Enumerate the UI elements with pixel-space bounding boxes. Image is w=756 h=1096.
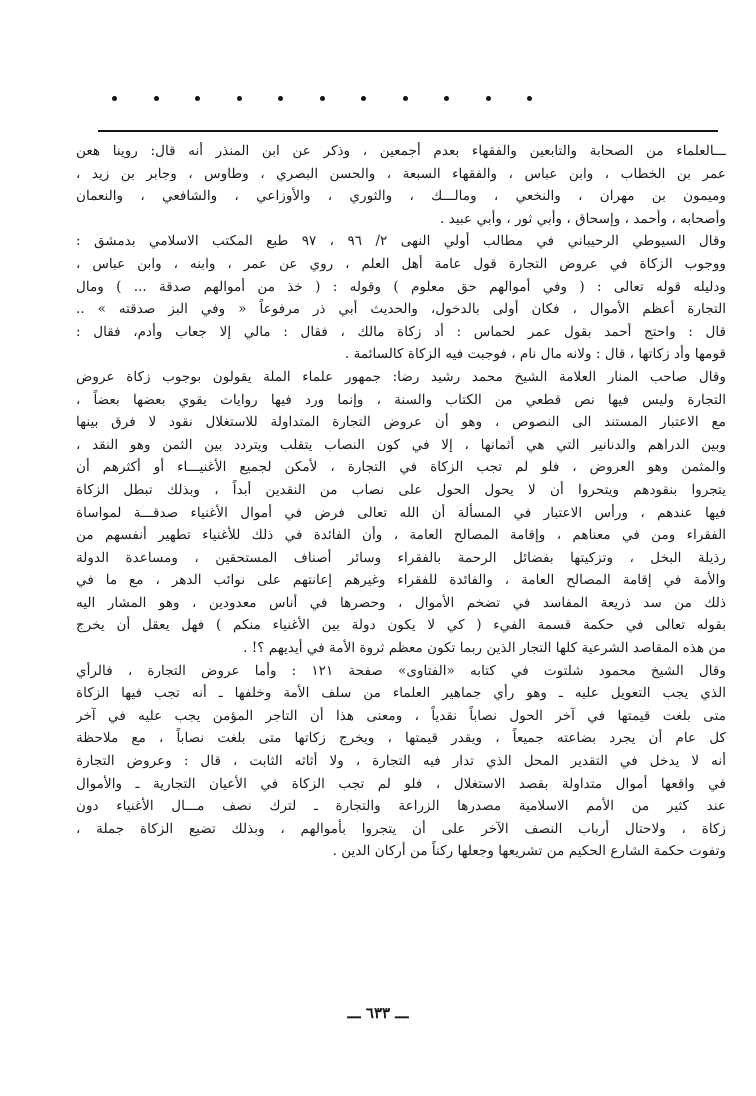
text-line: وميمون بن مهران ، والنخعي ، ومالـــك ، والثوري ، والأوزاعي ، والشافعي ، والنعمان [76, 188, 726, 205]
text-line: ووجوب الزكاة في عروض التجارة قول عامة أهل العلم ، روي عن عمر ، وابنه ، وابن عباس ، [76, 255, 726, 272]
text-line: وقال السيوطي الرحيباني في مطالب أولي النهى ٢/ ٩٦ ، ٩٧ طبع المكتب الاسلامي بدمشق : [76, 233, 726, 250]
text-line: التجارة أعظم الأموال ، فكان أولى بالدخول، والحديث أبي ذر مرفوعاً « وفي البز صدقته » .. [76, 301, 726, 318]
text-line: عند كثير من الأمم الاسلامية مصدرها الزراعة والتجارة ـ لترك نصف مـــال الأغنياء دون [76, 798, 726, 815]
text-line: قومها وأد زكاتها ، قال : ولانه مال نام ، فوجبت فيه الزكاة كالسائمة . [344, 346, 726, 363]
ornament-dot [527, 96, 532, 101]
text-line: أنه لا يدخل في التقدير المحل الذي تدار فيه التجارة ، ولا أثاثه الثابت ، قال : وعروض التجارة [76, 753, 726, 770]
text-line: الذي يجب التعويل عليه ـ وهو رأي جماهير العلماء من سلف الأمة وخلفها ـ أنه تجب فيها الزكاة [76, 685, 726, 702]
text-line: متى بلغت قيمتها في آخر الحول نصاباً نقدياً ، ومعنى هذا أن التاجر المؤمن يجب عليه في آخر [76, 707, 726, 724]
ornament-dot [237, 96, 242, 101]
ornament-dot [278, 96, 283, 101]
text-line: بقوله تعالى في حكمة قسمة الفيء ( كي لا يكون دولة بين الأغنياء منكم ) فهل يعقل أن يخرج [76, 617, 726, 634]
text-line: ودليله قوله تعالى : ( وفي أموالهم حق معلوم ) وقوله : ( خذ من أموالهم صدقة ... ) ومال [76, 278, 726, 295]
ornament-dot [112, 96, 117, 101]
text-line: رذيلة البخل ، وتزكيتها بفضائل الرحمة بالفقراء وسائر أصناف المستحقين ، ومساعدة الدولة [76, 549, 726, 566]
text-line: مع الاعتبار المستند الى النصوص ، وهو أن عروض التجارة المتداولة للاستغلال نقود لا فرق بينها [76, 414, 726, 431]
text-line: يتجروا بنقودهم ويتحروا أن لا يحول الحول على نصاب من النقدين أبداً ، وبذلك تبطل الزكاة [76, 481, 726, 498]
text-line: ذلك من سد ذريعة المفاسد في تضخم الأموال ، وحصرها في أناس معدودين ، وهو المشار اليه [76, 594, 726, 611]
ornament-dot [486, 96, 491, 101]
text-line: قال : واحتج أحمد بقول عمر لحماس : أد زكاة مالك ، فقال : مالي إلا جعاب وأدم، فقال : [76, 323, 726, 340]
text-line: في واقعها أموال متداولة بقصد الاستغلال ، فلو لم تجب الزكاة في الأعيان التجارية ـ والأموال [76, 775, 726, 792]
text-line: زكاة ، ولاحتال أرباب النصف الآخر على أن يتجروا بأموالهم ، وبذلك تضيع الزكاة جملة ، [76, 820, 726, 837]
text-line: عمر بن الخطاب ، وابن عباس ، والفقهاء السبعة ، والحسن البصري ، وطاوس ، وجابر بن زيد ، [76, 165, 726, 182]
text-line: من هذه المقاصد الشرعية كلها التجار الذين ربما تكون معظم ثروة الأمة في أيديهم ؟! . [243, 640, 726, 657]
top-rule [98, 130, 718, 132]
text-line: فيها عندهم ، ورأس الاعتبار في المسألة أن الله تعالى فرض في أموال الأغنياء صدقـــة لمواساة [76, 504, 726, 521]
text-line: كل عام أن يجرد بضاعته جميعاً ، ويقدر قيمتها ، ويخرج زكاتها متى بلغت نصاباً ، مع ملاحظة [76, 730, 726, 747]
text-line: وقال الشيخ محمود شلتوت في كتابه «الفتاوى» صفحة ١٢١ : وأما عروض التجارة ، فالرأي [76, 662, 726, 679]
ornament-dot [154, 96, 159, 101]
text-line: والمثمن وهو العروض ، فلو لم تجب الزكاة في التجارة ، لأمكن لجميع الأغنيـــاء أو أكثرهم أن [76, 459, 726, 476]
text-line: الفقراء ومن في معناهم ، وإقامة المصالح العامة ، وأن الفائدة في ذلك للأغنياء تطهير أنفسهم من [76, 527, 726, 544]
ornament-dot [444, 96, 449, 101]
ornament-dot [320, 96, 325, 101]
page-number: ـــ ٦٣٣ ـــ [347, 1004, 409, 1022]
text-line: التجارة وليس فيها نص قطعي من الكتاب والسنة ، وإنما ورد فيها روايات يقوي بعضها بعضاً ، [76, 391, 726, 408]
header-dots [112, 96, 532, 108]
text-line: والأمة في إقامة المصالح العامة ، والفائدة للفقراء وغيرهم إعانتهم على نوائب الدهر ، مع ما في [76, 572, 726, 589]
text-line: وبين الدراهم والدنانير التي هي أثمانها ، إلا في كون النصاب يتقلب ويتردد بين الثمن وهو النقد ، [76, 436, 726, 453]
text-line: وتفوت حكمة الشارع الحكيم من تشريعها وجعلها ركناً من أركان الدين . [332, 843, 726, 860]
text-line: وقال صاحب المنار العلامة الشيخ محمد رشيد رضا: جمهور علماء الملة يقولون بوجوب زكاة عروض [76, 368, 726, 385]
body-text [76, 140, 726, 863]
ornament-dot [361, 96, 366, 101]
ornament-dot [403, 96, 408, 101]
text-line: ـــالعلماء من الصحابة والتابعين والفقهاء بعدم أجمعين ، وذكر عن ابن المنذر أنه قال: روينا هعن [76, 143, 726, 159]
ornament-dot [195, 96, 200, 101]
text-line: وأصحابه ، وأحمد ، وإسحاق ، وأبي ثور ، وأبي عبيد . [440, 210, 726, 227]
